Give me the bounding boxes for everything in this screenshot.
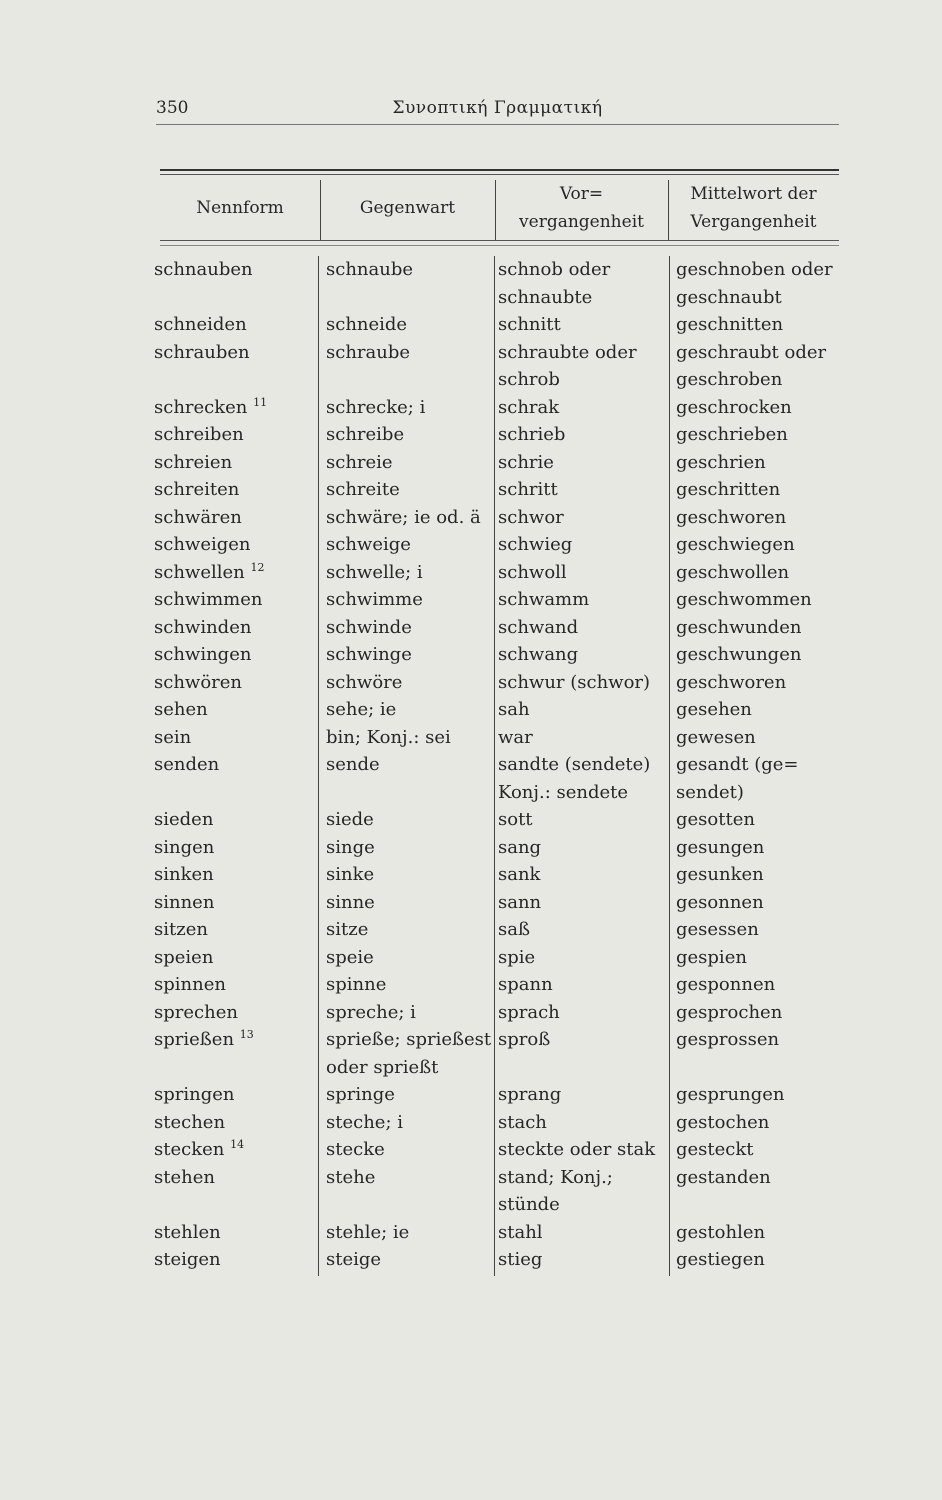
cell-gegenwart: singe	[326, 836, 375, 858]
table-row	[154, 339, 844, 394]
cell-gegenwart: schwinge	[326, 644, 412, 665]
cell-gegenwart: steige	[326, 1249, 382, 1270]
cell-gegenwart: sehe; ie	[326, 699, 397, 720]
infinitive: schrecken	[154, 396, 248, 418]
cell-nennform	[154, 394, 314, 422]
cell-gegenwart: sinne	[326, 891, 375, 913]
cell-gegenwart: schreibe	[326, 424, 405, 445]
cell-gegenwart: spinne	[326, 974, 387, 995]
cell-vorvergangenheit: war	[498, 726, 533, 748]
infinitive: senden	[154, 754, 220, 775]
cell-gegenwart: schreie	[326, 451, 393, 473]
cell-mittelwort: geschrien	[676, 451, 766, 473]
infinitive: sinken	[154, 864, 214, 885]
infinitive: sein	[154, 726, 192, 748]
infinitive: sinnen	[154, 891, 215, 913]
header-rule-lower	[160, 245, 839, 246]
infinitive: schwinden	[154, 616, 252, 638]
cell-mittelwort: gesehen	[676, 699, 752, 720]
table-row	[154, 806, 844, 834]
table-row	[154, 916, 844, 944]
infinitive: stehlen	[154, 1221, 221, 1243]
infinitive: sitzen	[154, 919, 208, 940]
table-row	[154, 504, 844, 532]
infinitive: singen	[154, 836, 215, 858]
infinitive: schneiden	[154, 314, 247, 335]
table-row	[154, 311, 844, 339]
footnote-marker: 12	[250, 560, 265, 574]
cell-mittelwort: geschwunden	[676, 616, 802, 638]
cell-mittelwort: gesotten	[676, 809, 755, 830]
cell-gegenwart: steche; i	[326, 1111, 403, 1133]
cell-vorvergangenheit: schrieb	[498, 424, 566, 445]
cell-nennform	[154, 751, 314, 779]
table-row	[154, 696, 844, 724]
cell-gegenwart: schraube	[326, 341, 411, 363]
cell-nennform	[154, 641, 314, 669]
cell-gegenwart: spreche; i	[326, 1001, 416, 1023]
cell-mittelwort: gestohlen	[676, 1221, 766, 1243]
footnote-marker: 11	[253, 395, 268, 409]
cell-gegenwart: schwäre; ie od. ä	[326, 506, 481, 528]
cell-gegenwart: sprieße; sprießest oder sprießt	[326, 1029, 492, 1078]
cell-nennform	[154, 614, 314, 642]
infinitive: schwingen	[154, 644, 252, 665]
cell-mittelwort: geschritten	[676, 479, 781, 500]
cell-gegenwart: schreite	[326, 479, 400, 500]
cell-gegenwart: sinke	[326, 864, 375, 885]
cell-vorvergangenheit: schnob oder schnaubte	[498, 259, 611, 308]
cell-nennform	[154, 1109, 314, 1137]
infinitive: stehen	[154, 1166, 215, 1188]
cell-gegenwart: schwöre	[326, 671, 403, 693]
table-row	[154, 614, 844, 642]
cell-vorvergangenheit: spann	[498, 974, 553, 995]
cell-mittelwort: gesprungen	[676, 1084, 785, 1105]
cell-mittelwort: gesessen	[676, 919, 759, 940]
cell-nennform	[154, 861, 314, 889]
infinitive: schreien	[154, 451, 233, 473]
cell-gegenwart: schwinde	[326, 616, 412, 638]
cell-gegenwart: springe	[326, 1084, 395, 1105]
cell-mittelwort: geschworen	[676, 506, 787, 528]
cell-gegenwart: sende	[326, 754, 380, 775]
cell-vorvergangenheit: sprang	[498, 1084, 562, 1105]
table-row	[154, 834, 844, 862]
cell-mittelwort: gestiegen	[676, 1249, 765, 1270]
cell-mittelwort: geschwollen	[676, 561, 790, 583]
verb-table-body	[154, 256, 844, 1274]
cell-gegenwart: schrecke; i	[326, 396, 426, 418]
infinitive: sprießen	[154, 1029, 235, 1050]
cell-vorvergangenheit: sott	[498, 809, 533, 830]
cell-vorvergangenheit: stahl	[498, 1221, 543, 1243]
table-row	[154, 421, 844, 449]
table-row	[154, 944, 844, 972]
cell-nennform	[154, 1164, 314, 1192]
cell-vorvergangenheit: sank	[498, 864, 541, 885]
cell-gegenwart: schwelle; i	[326, 561, 423, 583]
infinitive: schreiben	[154, 424, 244, 445]
cell-nennform	[154, 559, 314, 587]
cell-nennform	[154, 806, 314, 834]
cell-nennform	[154, 944, 314, 972]
cell-vorvergangenheit: schnitt	[498, 314, 561, 335]
cell-nennform	[154, 504, 314, 532]
cell-mittelwort: gesponnen	[676, 974, 776, 995]
cell-mittelwort: geschrieben	[676, 424, 788, 445]
cell-nennform	[154, 724, 314, 752]
column-divider	[495, 180, 496, 240]
cell-vorvergangenheit: schrie	[498, 451, 554, 473]
column-divider	[320, 180, 321, 240]
cell-vorvergangenheit: sproß	[498, 1029, 551, 1050]
cell-mittelwort: gesteckt	[676, 1139, 754, 1160]
running-head: Συνοπτική Γραμματική	[392, 98, 603, 118]
cell-vorvergangenheit: stieg	[498, 1249, 543, 1270]
table-top-rule	[160, 169, 839, 171]
cell-vorvergangenheit: schraubte oder schrob	[498, 341, 637, 390]
cell-vorvergangenheit: schwang	[498, 644, 579, 665]
cell-nennform	[154, 1136, 314, 1164]
cell-nennform	[154, 586, 314, 614]
cell-mittelwort: gestanden	[676, 1166, 771, 1188]
table-row	[154, 889, 844, 917]
infinitive: sehen	[154, 699, 208, 720]
cell-gegenwart: schwimme	[326, 589, 423, 610]
cell-mittelwort: geschnoben oder geschnaubt	[676, 259, 833, 308]
infinitive: stechen	[154, 1111, 226, 1133]
cell-gegenwart: stehe	[326, 1166, 376, 1188]
cell-vorvergangenheit: steckte oder stak	[498, 1139, 656, 1160]
cell-vorvergangenheit: sann	[498, 891, 542, 913]
cell-nennform	[154, 889, 314, 917]
infinitive: schreiten	[154, 479, 240, 500]
cell-vorvergangenheit: schwor	[498, 506, 564, 528]
table-row	[154, 394, 844, 422]
infinitive: steigen	[154, 1249, 221, 1270]
table-row	[154, 1246, 844, 1274]
cell-nennform	[154, 339, 314, 367]
cell-nennform	[154, 916, 314, 944]
page-header	[156, 98, 839, 125]
column-header-vorvergangenheit: Vor= vergangenheit	[519, 183, 644, 232]
infinitive: schwellen	[154, 561, 245, 583]
infinitive: schwären	[154, 506, 242, 528]
cell-mittelwort: geschraubt oder geschroben	[676, 341, 827, 390]
cell-mittelwort: geschrocken	[676, 396, 792, 418]
infinitive: schwimmen	[154, 589, 263, 610]
cell-gegenwart: bin; Konj.: sei	[326, 726, 451, 748]
header-rule	[160, 240, 839, 241]
cell-vorvergangenheit: schwoll	[498, 561, 567, 583]
cell-nennform	[154, 971, 314, 999]
column-header-gegenwart: Gegenwart	[359, 197, 456, 218]
table-row	[154, 971, 844, 999]
cell-gegenwart: stehle; ie	[326, 1221, 410, 1243]
cell-nennform	[154, 256, 314, 284]
cell-nennform	[154, 669, 314, 697]
cell-gegenwart: schnaube	[326, 259, 414, 280]
table-header	[160, 175, 839, 240]
column-divider	[668, 180, 669, 240]
cell-nennform	[154, 421, 314, 449]
infinitive: sprechen	[154, 1001, 238, 1023]
table-row	[154, 586, 844, 614]
cell-nennform	[154, 1026, 314, 1054]
table-row	[154, 1081, 844, 1109]
cell-nennform	[154, 311, 314, 339]
infinitive: speien	[154, 946, 214, 968]
infinitive: schrauben	[154, 341, 250, 363]
footnote-marker: 14	[230, 1138, 245, 1151]
cell-mittelwort: gesonnen	[676, 891, 764, 913]
cell-gegenwart: siede	[326, 809, 374, 830]
cell-nennform	[154, 1219, 314, 1247]
table-row	[154, 999, 844, 1027]
cell-mittelwort: gesprossen	[676, 1029, 780, 1050]
table-row	[154, 256, 844, 311]
footnote-marker: 13	[239, 1028, 254, 1041]
cell-mittelwort: gespien	[676, 946, 747, 968]
infinitive: schnauben	[154, 259, 253, 280]
cell-nennform	[154, 834, 314, 862]
column-header-mittelwort: Mittelwort der Vergangenheit	[690, 183, 817, 232]
cell-mittelwort: gesunken	[676, 864, 764, 885]
cell-vorvergangenheit: schwand	[498, 616, 579, 638]
cell-vorvergangenheit: schritt	[498, 479, 558, 500]
cell-mittelwort: geschwommen	[676, 589, 812, 610]
infinitive: stecken	[154, 1139, 225, 1160]
cell-mittelwort: gestochen	[676, 1111, 770, 1133]
table-row	[154, 1136, 844, 1164]
cell-gegenwart: schweige	[326, 534, 411, 555]
table-row	[154, 449, 844, 477]
cell-vorvergangenheit: sandte (sendete) Konj.: sendete	[498, 754, 651, 803]
cell-vorvergangenheit: spie	[498, 946, 536, 968]
cell-vorvergangenheit: sprach	[498, 1001, 560, 1023]
cell-nennform	[154, 696, 314, 724]
cell-nennform	[154, 476, 314, 504]
cell-vorvergangenheit: schrak	[498, 396, 560, 418]
page-number: 350	[156, 98, 189, 118]
cell-nennform	[154, 1246, 314, 1274]
table-row	[154, 1164, 844, 1219]
cell-nennform	[154, 1081, 314, 1109]
cell-gegenwart: speie	[326, 946, 374, 968]
infinitive: schwören	[154, 671, 243, 693]
table-row	[154, 724, 844, 752]
table-row	[154, 1219, 844, 1247]
table-row	[154, 531, 844, 559]
cell-vorvergangenheit: saß	[498, 919, 530, 940]
table-row	[154, 861, 844, 889]
cell-vorvergangenheit: stand; Konj.; stünde	[498, 1166, 613, 1215]
table-row	[154, 1026, 844, 1081]
cell-gegenwart: schneide	[326, 314, 408, 335]
table-row	[154, 641, 844, 669]
column-header-nennform: Nennform	[196, 197, 284, 218]
cell-nennform	[154, 449, 314, 477]
cell-mittelwort: gesungen	[676, 836, 765, 858]
cell-mittelwort: geschwiegen	[676, 534, 795, 555]
table-row	[154, 559, 844, 587]
cell-gegenwart: sitze	[326, 919, 369, 940]
cell-mittelwort: geschnitten	[676, 314, 784, 335]
table-row	[154, 669, 844, 697]
cell-vorvergangenheit: sah	[498, 699, 530, 720]
cell-mittelwort: gesandt (ge= sendet)	[676, 754, 799, 803]
cell-gegenwart: stecke	[326, 1139, 385, 1160]
cell-mittelwort: gesprochen	[676, 1001, 783, 1023]
table-row	[154, 751, 844, 806]
cell-vorvergangenheit: schwur (schwor)	[498, 671, 651, 693]
cell-vorvergangenheit: schwamm	[498, 589, 590, 610]
cell-vorvergangenheit: stach	[498, 1111, 547, 1133]
cell-nennform	[154, 999, 314, 1027]
infinitive: springen	[154, 1084, 235, 1105]
cell-mittelwort: geschworen	[676, 671, 787, 693]
cell-vorvergangenheit: schwieg	[498, 534, 573, 555]
cell-vorvergangenheit: sang	[498, 836, 542, 858]
infinitive: sieden	[154, 809, 214, 830]
cell-mittelwort: gewesen	[676, 726, 756, 748]
table-row	[154, 476, 844, 504]
cell-mittelwort: geschwungen	[676, 644, 802, 665]
cell-nennform	[154, 531, 314, 559]
infinitive: schweigen	[154, 534, 251, 555]
table-row	[154, 1109, 844, 1137]
infinitive: spinnen	[154, 974, 226, 995]
